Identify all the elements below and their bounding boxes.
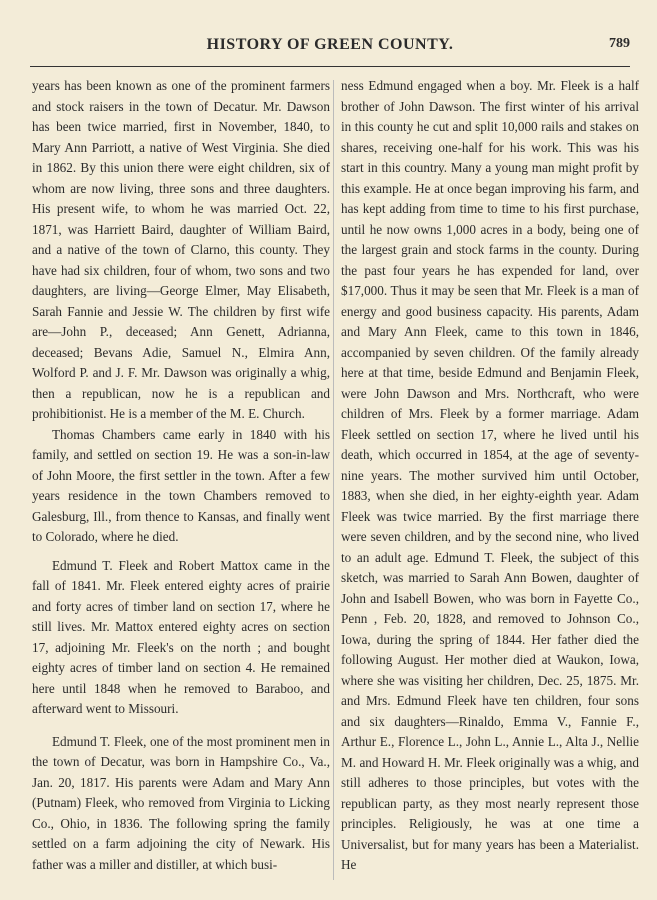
column-divider bbox=[333, 80, 334, 880]
left-column bbox=[32, 76, 330, 875]
header-rule bbox=[30, 66, 630, 67]
paragraph: years has been known as one of the prominent farmers and stock raisers in the town of Decatur. Mr. Dawson has been twice married, first in November, 1840, to Mary Ann Parriott, a native of West Virginia. She died in 1862. By this union there were eight children, six of whom are now living, three sons and three daughters. His present wife, to whom he was married Oct. 22, 1871, was Harriett Baird, daughter of William Baird, and a native of the town of Clarno, this county. They have had six children, four of whom, two sons and two daughters, are living—George Elmer, May Elisabeth, Sarah Fannie and Jessie W. The children by first wife are—John P., deceased; Ann Genett, Adrianna, deceased; Bevans Adie, Samuel N., Elmira Ann, Wolford P. and J. F. Mr. Dawson was originally a whig, then a republican, now he is a republican and prohibitionist. He is a member of the M. E. Church. bbox=[32, 78, 330, 421]
paragraph: Thomas Chambers came early in 1840 with his family, and settled on section 19. He was a son-in-law of John Moore, the first settler in the town. After a few years residence in the town Chambers removed to Galesburg, Ill., from thence to Kansas, and finally went to Colorado, where he died. bbox=[32, 426, 330, 544]
right-column bbox=[341, 76, 639, 876]
paragraph: ness Edmund engaged when a boy. Mr. Fleek is a half brother of John Dawson. The first winter of his arrival in this county he cut and split 10,000 rails and stakes on shares, receiving one-half for his work. This was his start in this country. Many a young man might profit by this example. He at once began improving his farm, and has kept adding from time to time to his first purchase, until he now owns 1,000 acres in a body, being one of the largest grain and stock farms in the county. During the past four years he has expended for land, over $17,000. Thus it may be seen that Mr. Fleek is a man of energy and good business capacity. His parents, Adam and Mary Ann Fleek, came to this town in 1846, accompanied by seven children. Of the family already here at that time, beside Edmund and Benjamin Fleek, were John Dawson and Mrs. Northcraft, who were children of Mrs. Fleek by a former marriage. Adam Fleek settled on section 17, where he lived until his death, which occurred in 1854, at the age of seventy-nine years. The mother survived him until October, 1883, when she died, in her eighty-eighth year. Adam Fleek was twice married. By the first marriage there were seven children, and by the second nine, who lived to an adult age. Edmund T. Fleek, the subject of this sketch, was married to Sarah Ann Bowen, daughter of John and Isabell Bowen, who was born in Fayette Co., Penn , Feb. 20, 1828, and removed to Johnson Co., Iowa, during the spring of 1844. Her father died the following August. Her mother died at Waukon, Iowa, where she was visiting her children, Dec. 25, 1875. Mr. and Mrs. Edmund Fleek have ten children, four sons and six daughters—Rinaldo, Emma V., Fannie F., Arthur E., Florence L., John L., Annie L., Alta J., Nellie M. and Howard H. Mr. Fleek originally was a whig, and still adheres to those principles, but votes with the republican party, as they most nearly represent those principles. Religiously, he was at one time a Universalist, but for many years has been a Materialist. He bbox=[341, 78, 639, 872]
paragraph: Edmund T. Fleek, one of the most prominent men in the town of Decatur, was born in Hampshire Co., Va., Jan. 20, 1817. His parents were Adam and Mary Ann (Putnam) Fleek, who removed from Virginia to Licking Co., Ohio, in 1836. The following spring the family settled on a farm adjoining the city of Newark. His father was a miller and distiller, at which busi- bbox=[32, 733, 330, 872]
page-title: HISTORY OF GREEN COUNTY. bbox=[206, 36, 454, 53]
paragraph: Edmund T. Fleek and Robert Mattox came in the fall of 1841. Mr. Fleek entered eighty acres of prairie and forty acres of timber land on section 17, where he still lives. Mr. Mattox entered eighty acres on section 17, adjoining Mr. Fleek's on the north ; and bought eighty acres of timber land on section 4. He remained here until 1848 when he removed to Baraboo, and afterward went to Missouri. bbox=[32, 557, 330, 716]
page-number: 789 bbox=[609, 36, 630, 51]
page-header bbox=[30, 36, 630, 58]
